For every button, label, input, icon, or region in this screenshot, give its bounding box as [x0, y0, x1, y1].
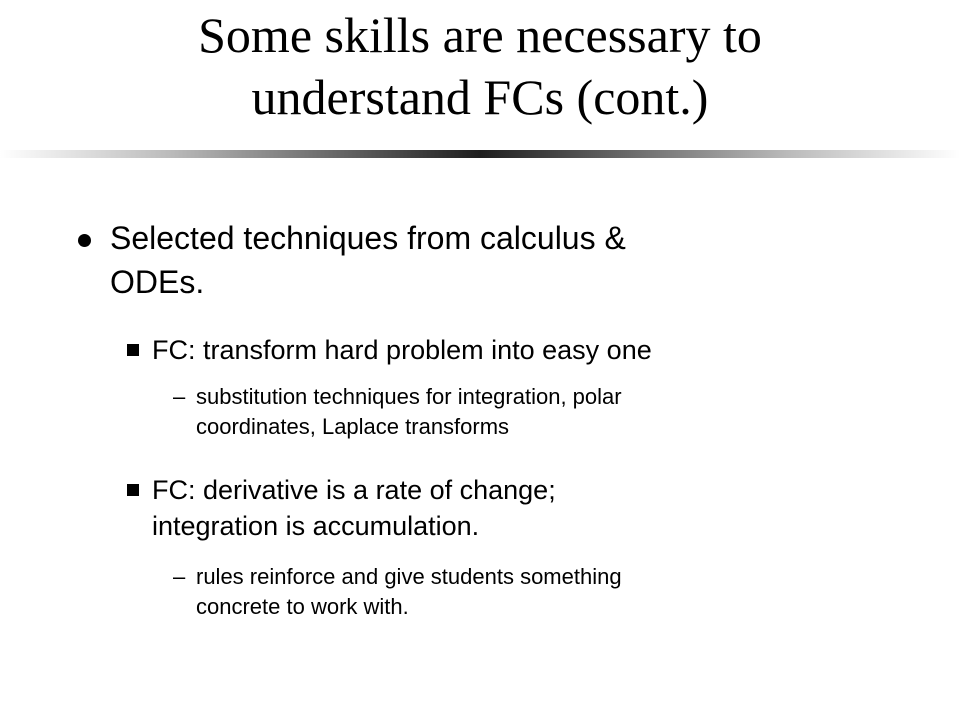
bullet-level3-item-2: [196, 562, 856, 622]
slide-title-line-1: Some skills are necessary to: [198, 7, 762, 63]
bullet-level3-item-1-line-2: coordinates, Laplace transforms: [196, 414, 510, 439]
bullet-level2-item-2-line-2: integration is accumulation.: [152, 511, 480, 541]
bullet-level2-item-1-text: FC: transform hard problem into easy one: [152, 335, 652, 365]
bullet-level1-line-1: Selected techniques from calculus &: [110, 220, 626, 256]
bullet-level1-line-2: ODEs.: [110, 264, 205, 300]
bullet-level3-item-2-line-1: rules reinforce and give students something: [196, 564, 622, 589]
bullet-level3-item-2-line-2: concrete to work with.: [196, 594, 409, 619]
bullet-level2-item-1: [152, 332, 872, 368]
bullet-level2-item-2: [152, 472, 872, 544]
bullet-dash-icon: –: [173, 564, 186, 589]
bullet-level1: [110, 216, 830, 304]
bullet-level2-item-2-line-1: FC: derivative is a rate of change;: [152, 475, 556, 505]
bullet-circle-icon: [78, 234, 91, 247]
bullet-square-icon: [127, 484, 139, 496]
bullet-level3-item-1: [196, 382, 856, 442]
slide-title-line-2: understand FCs (cont.): [251, 69, 709, 125]
bullet-dash-icon: –: [173, 384, 186, 409]
bullet-square-icon: [127, 344, 139, 356]
bullet-level3-item-1-line-1: substitution techniques for integration, polar: [196, 384, 622, 409]
